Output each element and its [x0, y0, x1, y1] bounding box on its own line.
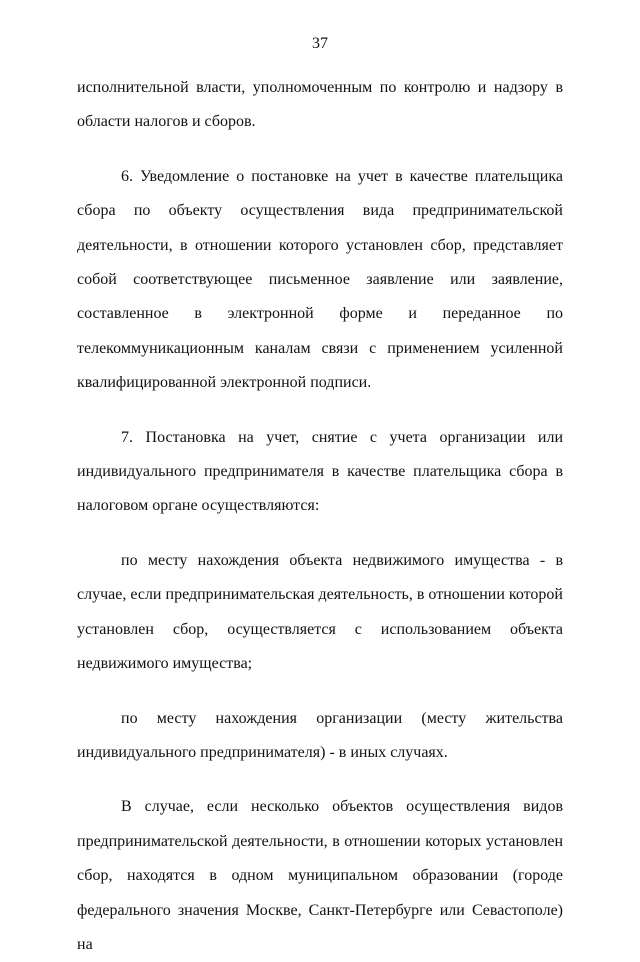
document-body: [77, 71, 563, 962]
paragraph-item-7: 7. Постановка на учет, снятие с учета организации или индивидуального предпринимателя в качестве плательщика сбора в налоговом органе осуществляются:: [77, 428, 563, 515]
paragraph-real-estate-location: по месту нахождения объекта недвижимого имущества - в случае, если предпринимательская деятельность, в отношении которой установлен сбор, осуществляется с использованием объекта недвижимого имущества;: [77, 551, 563, 673]
paragraph-continuation: исполнительной власти, уполномоченным по контролю и надзору в области налогов и сборов.: [77, 79, 563, 131]
paragraph-multiple-objects: В случае, если несколько объектов осуществления видов предпринимательской деятельности, в отношении которых установлен сбор, находятся в одном муниципальном образовании (городе федерального значения Москве, Санкт-Петербурге или Севастополе) на: [77, 798, 563, 953]
page-number: 37: [312, 35, 328, 52]
paragraph-organization-location: по месту нахождения организации (месту жительства индивидуального предпринимателя) - в иных случаях.: [77, 709, 563, 761]
paragraph-item-6: 6. Уведомление о постановке на учет в качестве плательщика сбора по объекту осуществления вида предпринимательской деятельности, в отношении которого установлен сбор, представляет собой соответствующее письменное заявление или заявление, составленное в электронной форме и переданное по телекоммуникационным каналам связи с применением усиленной квалифицированной электронной подписи.: [77, 167, 563, 392]
